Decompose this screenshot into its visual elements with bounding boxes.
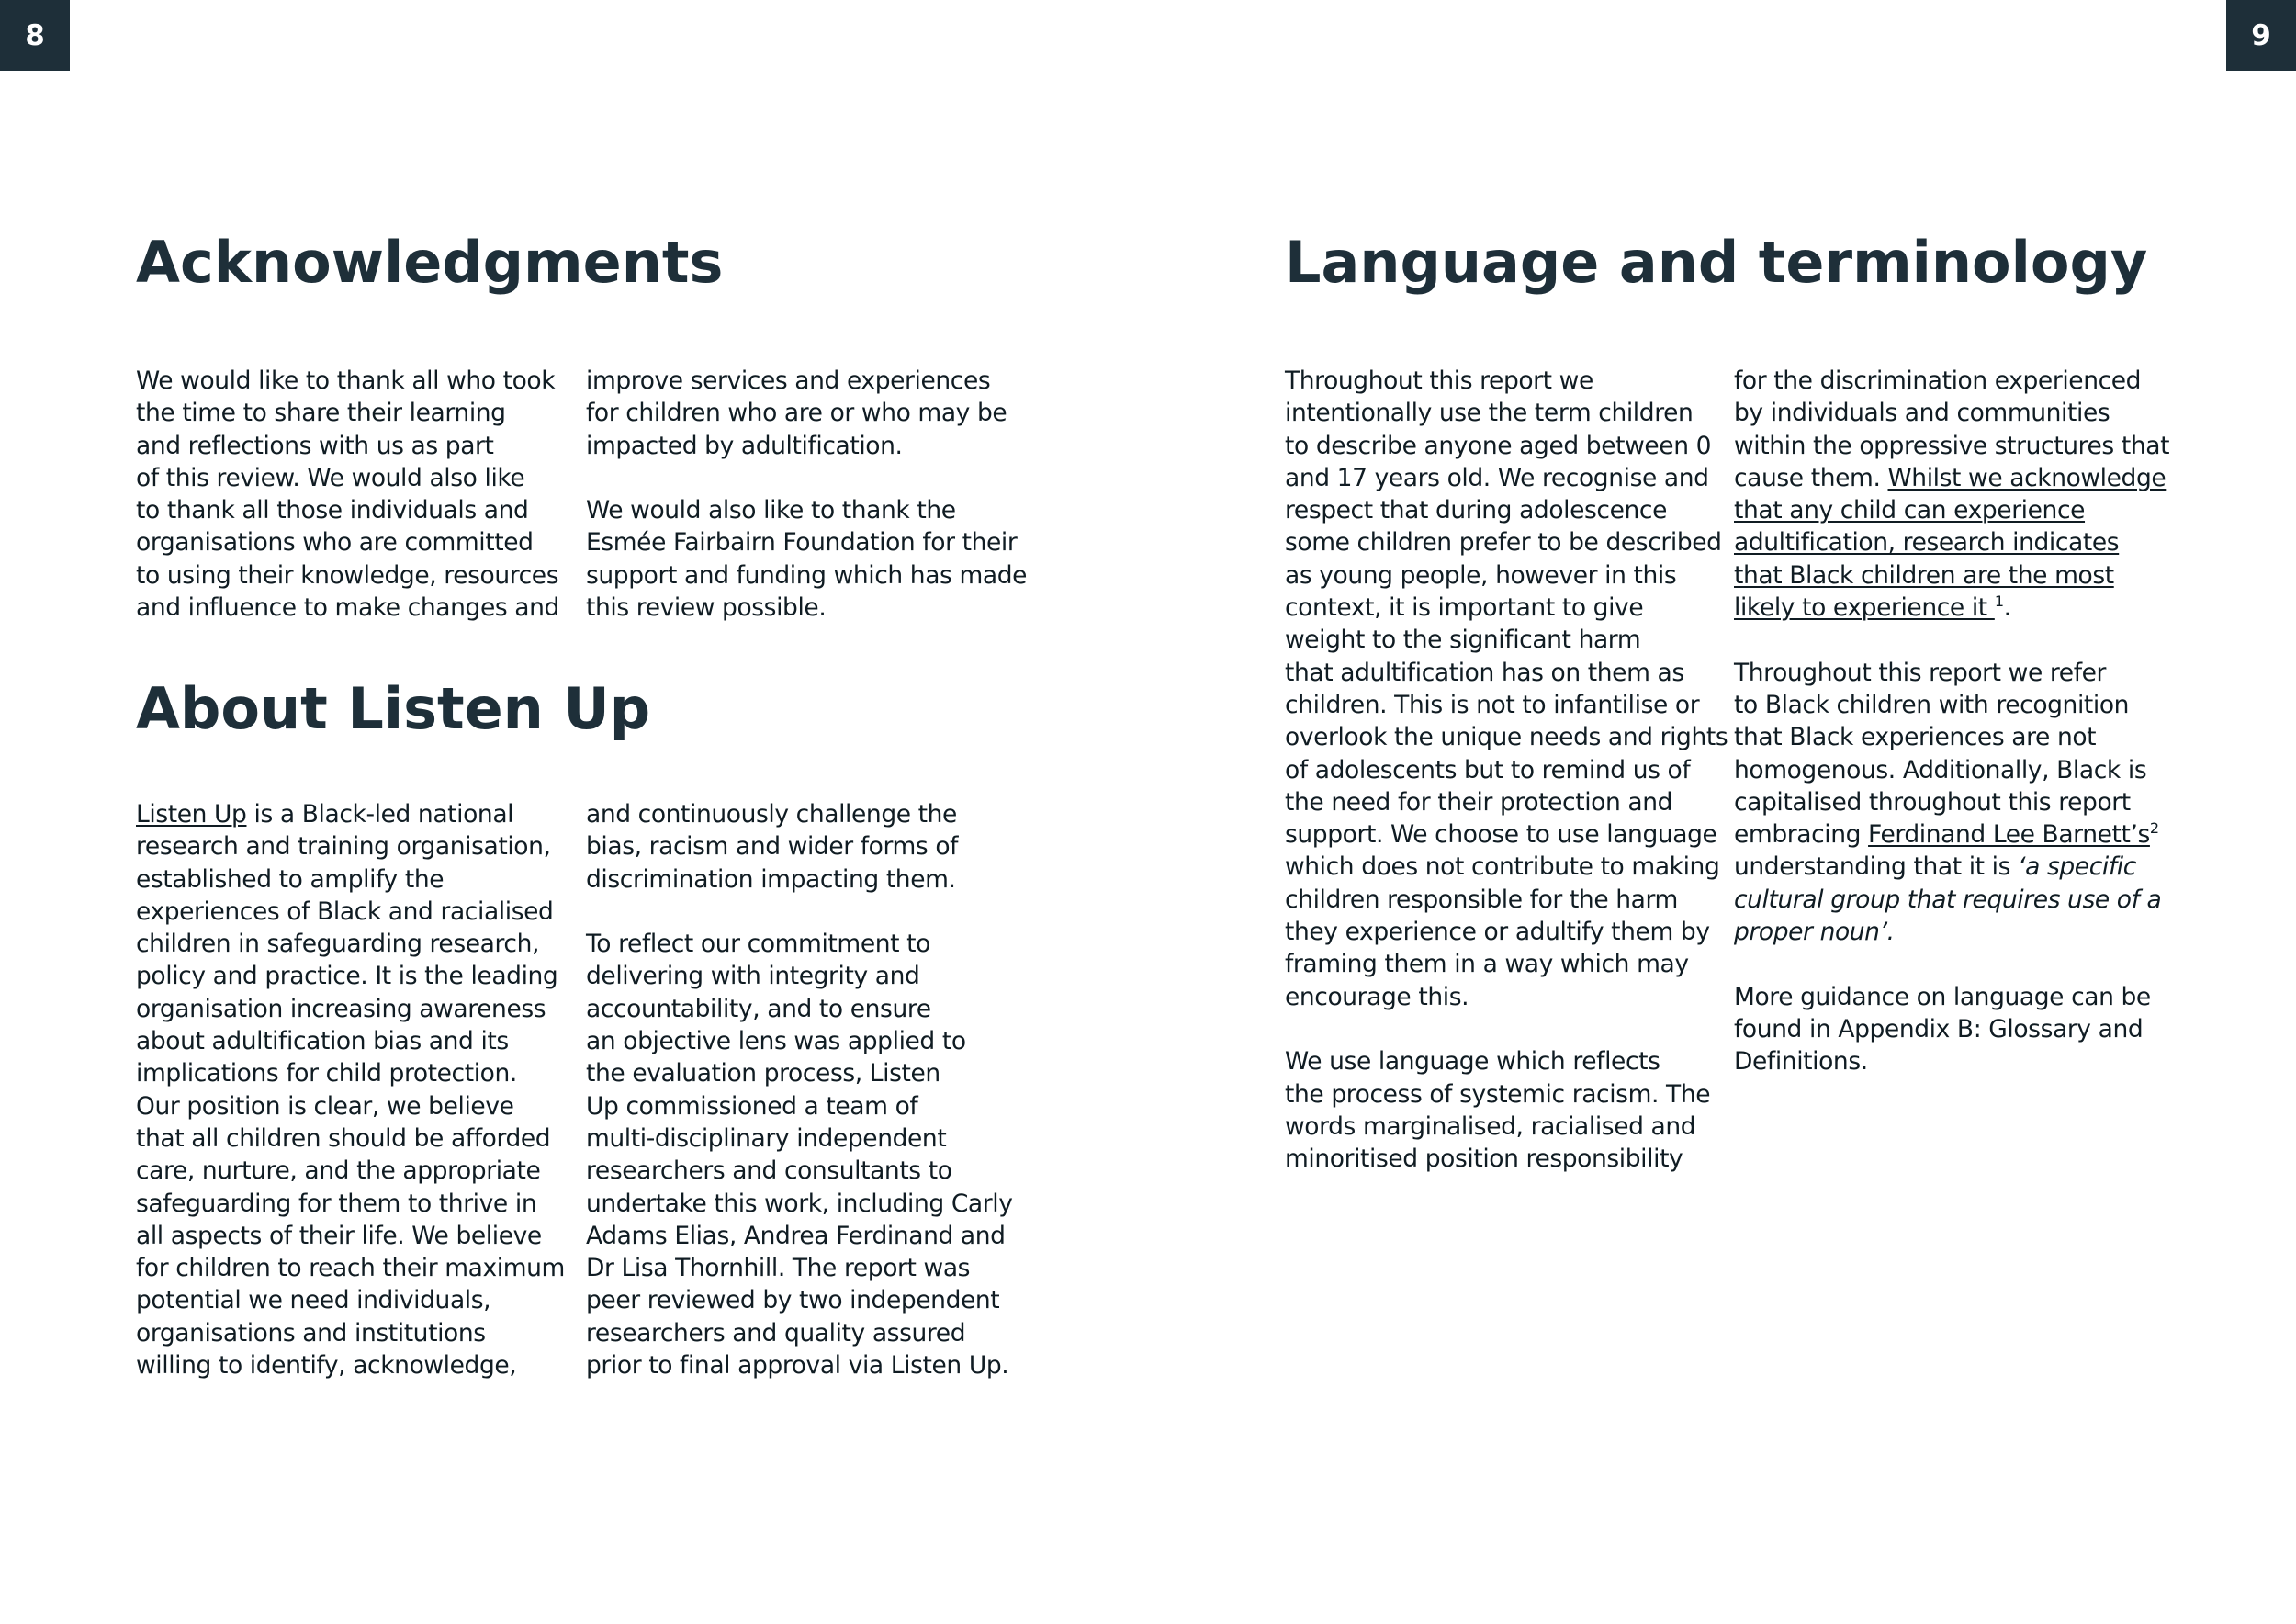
language-column-1 — [1285, 365, 1728, 1175]
acknowledgments-heading: Acknowledgments — [136, 229, 724, 296]
page-number-left: 8 — [0, 0, 70, 71]
acknowledgments-column-1 — [136, 365, 559, 624]
language-paragraph-3: for the discrimination experienced by individuals and communities within the oppressive structures that cause them. Whilst we acknowledge that any child can experience adultification, research indicates that Black children are the most likely to experience it $^1$. — [1734, 367, 2170, 623]
quote-line-1: ‘a specific — [2018, 852, 2136, 882]
acknowledgments-column-2 — [586, 365, 1027, 624]
ferdinand-lee-barnett-link[interactable]: Ferdinand Lee Barnett’s — [1868, 820, 2150, 850]
language-paragraph-2: We use language which reflects the process of systemic racism. The words marginalised, racialised and minoritised position responsibility — [1285, 1047, 1711, 1174]
language-terminology-heading: Language and terminology — [1285, 229, 2148, 296]
acknowledgments-paragraph-1: We would like to thank all who took the time to share their learning and reflections with us as part of this review. We would also like to thank all those individuals and organisations who are committed to using their knowledge, resources and influence to make changes and — [136, 367, 559, 623]
acknowledgments-paragraph-2: improve services and experiences for children who are or who may be impacted by adultification. — [586, 367, 1007, 460]
listen-up-link[interactable]: Listen Up — [136, 800, 247, 829]
about-column-1 — [136, 798, 565, 1382]
about-listen-up-heading: About Listen Up — [136, 675, 651, 742]
adultification-research-link[interactable]: Whilst we acknowledge that any child can experience adultification, research indicates that Black children are the most likely to experience it — [1734, 463, 2167, 623]
quote-line-3: proper noun’. — [1734, 918, 1895, 947]
about-paragraph-1: Listen Up is a Black-led national research and training organisation, established to amplify the experiences of Black and racialised children in safeguarding research, policy and practice. It is the leading organisation increasing awareness about adultification bias and its implications for child protection. Our position is clear, we believe that all children should be afforded care, nurture, and the appropriate safeguarding for them to thrive in all aspects of their life. We believe for children to reach their maximum potential we need individuals, organisations and institutions willing to identify, acknowledge, — [136, 800, 565, 1381]
about-paragraph-2: and continuously challenge the bias, racism and wider forms of discrimination impacting them. — [586, 800, 959, 894]
about-column-2 — [586, 798, 1013, 1382]
acknowledgments-paragraph-3: We would also like to thank the Esmée Fairbairn Foundation for their support and funding which has made this review possible. — [586, 496, 1028, 623]
about-paragraph-3: To reflect our commitment to delivering with integrity and accountability, and to ensure an objective lens was applied to the evaluation process, Listen Up commissioned a team of multi-disciplinary independent researchers and consultants to undertake this work, including Carly Adams Elias, Andrea Ferdinand and Dr Lisa Thornhill. The report was peer reviewed by two independent researchers and quality assured prior to final approval via Listen Up. — [586, 930, 1013, 1381]
footnote-1-marker: 1 — [1994, 592, 2004, 611]
footnote-2-marker: 2 — [2149, 819, 2159, 838]
language-paragraph-1: Throughout this report we intentionally use the term children to describe anyone aged between 0 and 17 years old. We recognise and respect that during adolescence some children prefer to be described as young people, however in this context, it is important to give weight to the significant harm that adultification has on them as children. This is not to infantilise or overlook the unique needs and rights of adolescents but to remind us of the need for their protection and support. We choose to use language which does not contribute to making children responsible for the harm they experience or adultify them by framing them in a way which may encourage this. — [1285, 367, 1728, 1011]
language-paragraph-5: More guidance on language can be found in Appendix B: Glossary and Definitions. — [1734, 982, 2151, 1077]
language-column-2 — [1734, 365, 2169, 1078]
quote-line-2: cultural group that requires use of a — [1734, 885, 2162, 914]
page-number-right: 9 — [2226, 0, 2296, 71]
language-paragraph-4: Throughout this report we refer to Black children with recognition that Black experiences are not homogenous. Additionally, Black is capitalised throughout this report embracing Ferdinand Lee $Barnett’s^2$ understanding that it is ‘a specific cultural group that requires use of a proper noun’. — [1734, 658, 2162, 947]
